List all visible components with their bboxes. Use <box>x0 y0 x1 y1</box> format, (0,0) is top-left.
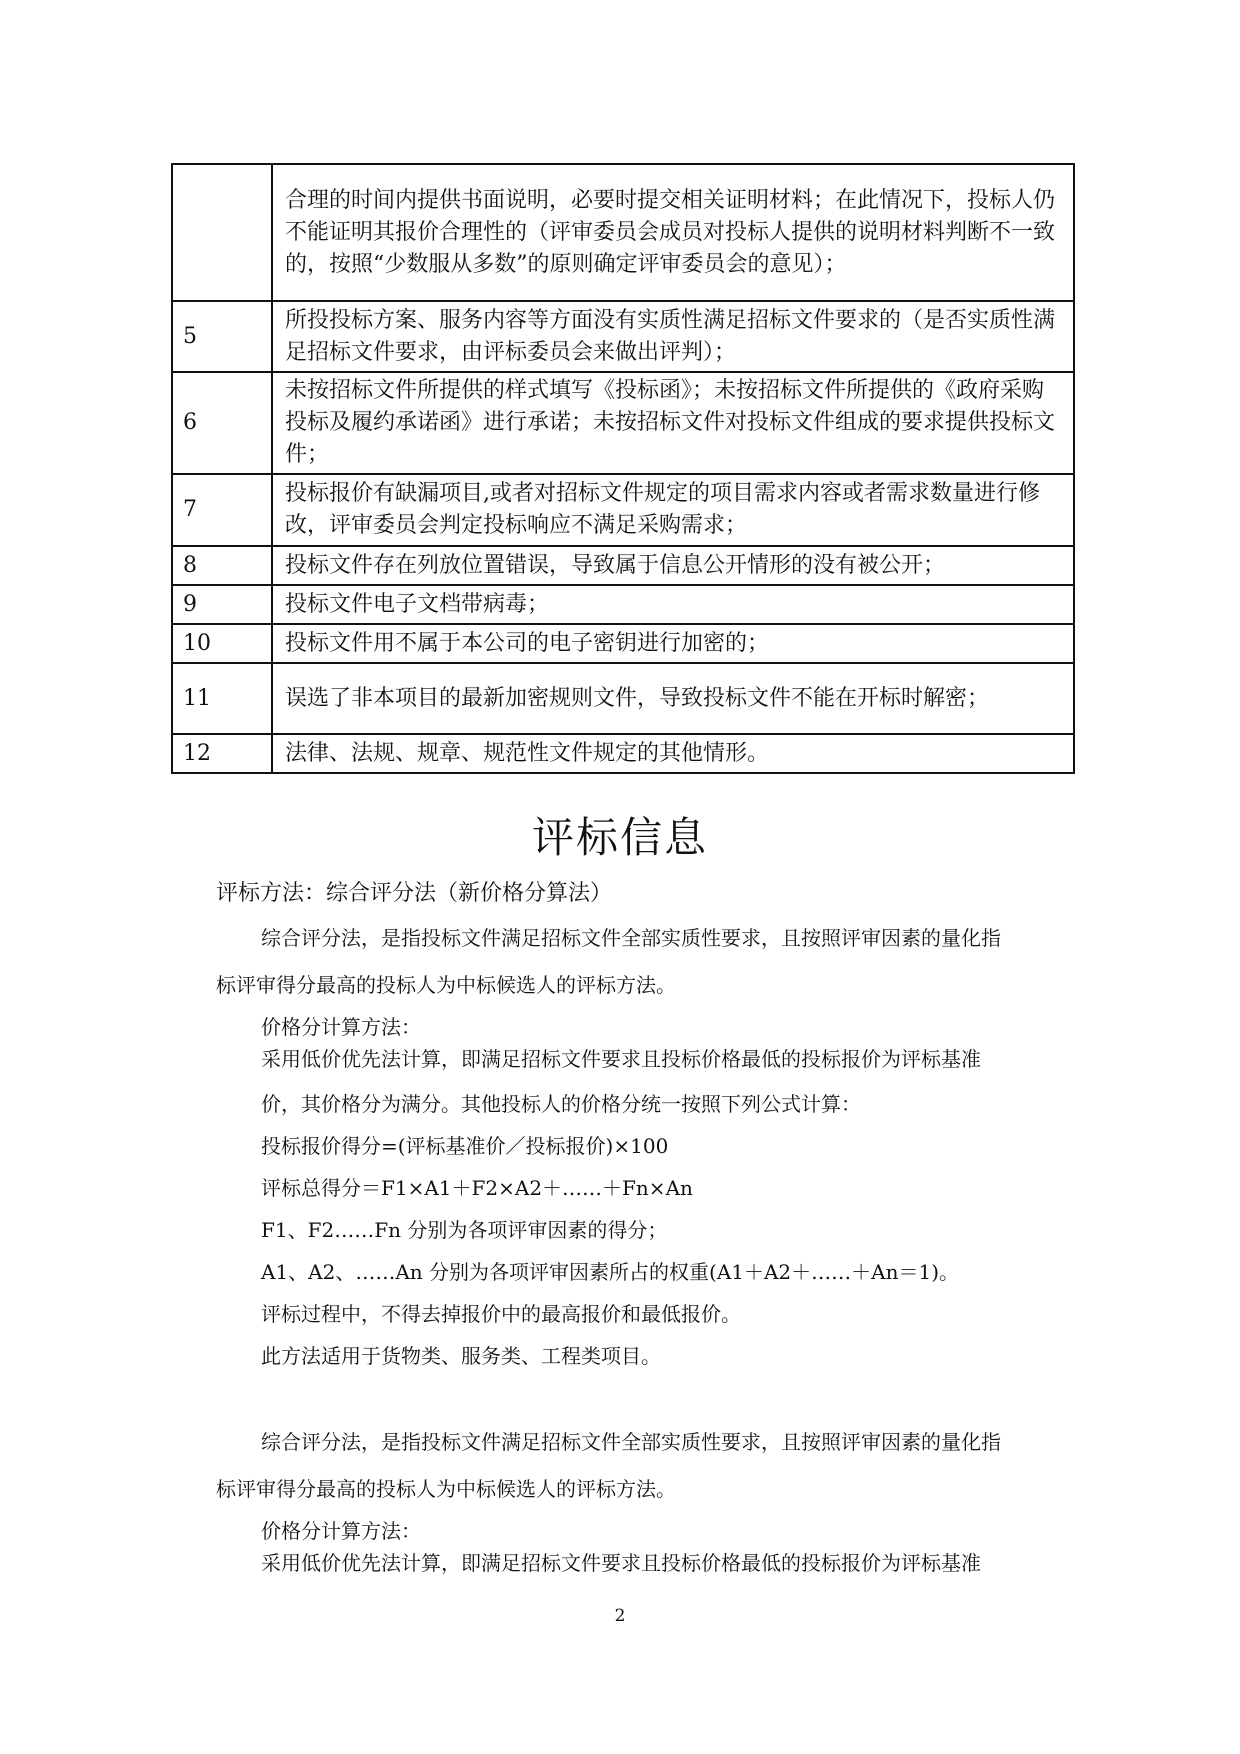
formula-score: 投标报价得分=(评标基准价／投标报价)×100 <box>261 1134 669 1158</box>
note-no-removal: 评标过程中，不得去掉报价中的最高报价和最低报价。 <box>261 1302 741 1326</box>
row-text: 合理的时间内提供书面说明，必要时提交相关证明材料；在此情况下，投标人仍不能证明其报价合理性的（评审委员会成员对投标人提供的说明材料判断不一致的，按照“少数服从多数”的原则确定评审委员会的意见）； <box>272 164 1074 301</box>
a-description: A1、A2、……An 分别为各项评审因素所占的权重(A1＋A2＋……＋An＝1)。 <box>261 1260 960 1284</box>
row-text: 所投投标方案、服务内容等方面没有实质性满足招标文件要求的（是否实质性满足招标文件要求，由评标委员会来做出评判）； <box>272 301 1074 372</box>
table-row <box>172 585 1074 624</box>
price-line-2: 价，其价格分为满分。其他投标人的价格分统一按照下列公式计算： <box>261 1092 861 1116</box>
evaluation-method: 评标方法：综合评分法（新价格分算法） <box>216 881 613 906</box>
row-text: 投标文件用不属于本公司的电子密钥进行加密的； <box>272 624 1074 663</box>
price-heading-repeat: 价格分计算方法： <box>261 1519 421 1543</box>
table-row <box>172 301 1074 372</box>
row-text: 投标文件电子文档带病毒； <box>272 585 1074 624</box>
row-text: 投标报价有缺漏项目,或者对招标文件规定的项目需求内容或者需求数量进行修改，评审委员会判定投标响应不满足采购需求； <box>272 474 1074 546</box>
section-title: 评标信息 <box>531 813 708 862</box>
row-number: 10 <box>172 624 272 663</box>
table-row <box>172 663 1074 734</box>
row-number: 5 <box>172 301 272 372</box>
table-row <box>172 546 1074 585</box>
disqualification-table <box>171 163 1075 774</box>
row-text: 误选了非本项目的最新加密规则文件，导致投标文件不能在开标时解密； <box>272 663 1074 734</box>
table-row <box>172 372 1074 474</box>
intro-line-1-repeat: 综合评分法，是指投标文件满足招标文件全部实质性要求，且按照评审因素的量化指 <box>261 1430 1001 1454</box>
intro-line-1: 综合评分法，是指投标文件满足招标文件全部实质性要求，且按照评审因素的量化指 <box>261 926 1001 950</box>
table-row <box>172 624 1074 663</box>
row-number: 11 <box>172 663 272 734</box>
formula-total: 评标总得分＝F1×A1＋F2×A2＋……＋Fn×An <box>261 1176 693 1200</box>
row-number: 8 <box>172 546 272 585</box>
row-number <box>172 164 272 301</box>
row-number: 12 <box>172 734 272 773</box>
price-heading: 价格分计算方法： <box>261 1015 421 1039</box>
note-applicability: 此方法适用于货物类、服务类、工程类项目。 <box>261 1344 661 1368</box>
row-text: 未按招标文件所提供的样式填写《投标函》；未按招标文件所提供的《政府采购投标及履约承诺函》进行承诺；未按招标文件对投标文件组成的要求提供投标文件； <box>272 372 1074 474</box>
intro-line-2-repeat: 标评审得分最高的投标人为中标候选人的评标方法。 <box>216 1477 676 1501</box>
row-number: 6 <box>172 372 272 474</box>
row-number: 7 <box>172 474 272 546</box>
table-row <box>172 164 1074 301</box>
price-line-1-repeat: 采用低价优先法计算，即满足招标文件要求且投标价格最低的投标报价为评标基准 <box>261 1551 981 1575</box>
table-row <box>172 734 1074 773</box>
price-line-1: 采用低价优先法计算，即满足招标文件要求且投标价格最低的投标报价为评标基准 <box>261 1047 981 1071</box>
row-text: 投标文件存在列放位置错误，导致属于信息公开情形的没有被公开； <box>272 546 1074 585</box>
page-number: 2 <box>614 1606 626 1626</box>
row-text: 法律、法规、规章、规范性文件规定的其他情形。 <box>272 734 1074 773</box>
table-row <box>172 474 1074 546</box>
f-description: F1、F2……Fn 分别为各项评审因素的得分； <box>261 1218 668 1242</box>
row-number: 9 <box>172 585 272 624</box>
intro-line-2: 标评审得分最高的投标人为中标候选人的评标方法。 <box>216 973 676 997</box>
